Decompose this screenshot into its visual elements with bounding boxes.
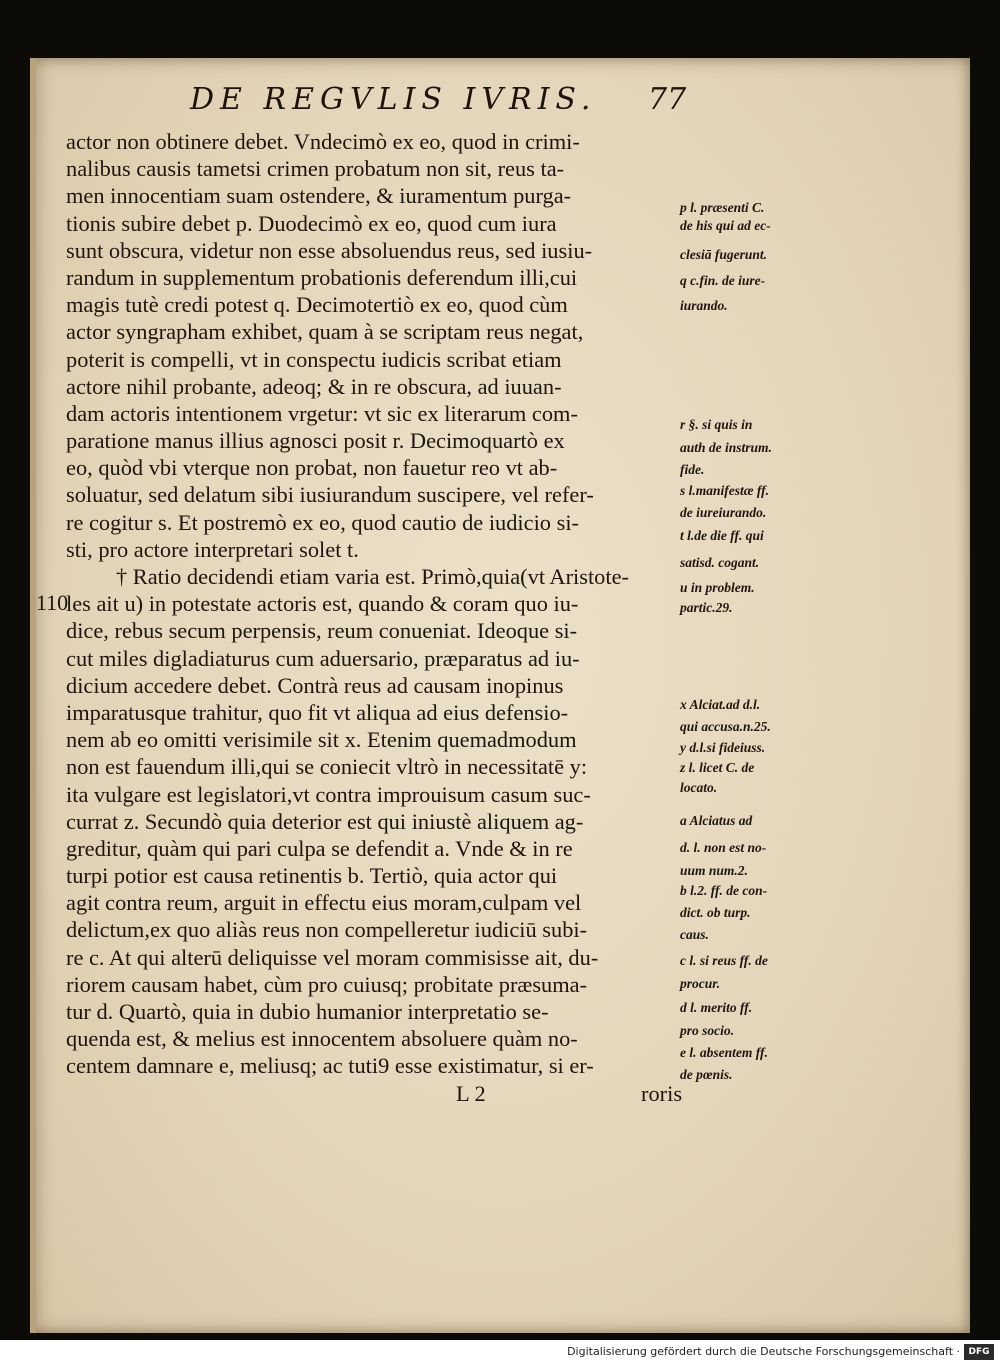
marginal-note: y d.l.si fideiuss. <box>680 740 766 755</box>
text-line: riorem causam habet, cùm pro cuiusq; probitate præsuma- <box>66 971 588 997</box>
text-line: dicium accedere debet. Contrà reus ad causam inopinus <box>66 672 564 698</box>
marginal-note: s l.manifestæ ff. <box>680 483 770 498</box>
text-line: † Ratio decidendi etiam varia est. Primò,quia(vt Aristote- <box>116 564 629 589</box>
marginal-note: caus. <box>680 927 709 942</box>
marginal-note: p l. præsenti C. <box>680 200 765 215</box>
text-line: sti, pro actore interpretari solet t. <box>66 536 359 562</box>
text-line: ita vulgare est legislatori,vt contra improuisum casum suc- <box>66 781 591 807</box>
marginal-note: d l. merito ff. <box>680 1000 753 1015</box>
footer-text: Digitalisierung gefördert durch die Deutsche Forschungsgemeinschaft · <box>567 1345 960 1358</box>
text-line: dam actoris intentionem vrgetur: vt sic ex literarum com- <box>66 400 578 426</box>
marginal-note: a Alciatus ad <box>680 813 753 828</box>
marginal-note: u in problem. <box>680 580 755 595</box>
marginal-note: de pœnis. <box>680 1067 733 1082</box>
text-line: nem ab eo omitti verisimile sit x. Etenim quemadmodum <box>66 727 577 753</box>
text-line: agit contra reum, arguit in effectu eius moram,culpam vel <box>66 890 582 916</box>
dfg-logo-icon: DFG <box>964 1344 994 1360</box>
marginal-note: uum num.2. <box>680 863 748 878</box>
marginal-note: q c.fin. de iure- <box>680 273 766 288</box>
text-line: actor syngrapham exhibet, quam à se scriptam reus negat, <box>66 319 584 345</box>
marginal-note: fide. <box>680 462 705 477</box>
text-line: actore nihil probante, adeoq; & in re obscura, ad iuuan- <box>66 373 562 399</box>
main-text <box>66 128 686 1107</box>
text-line: delictum,ex quo aliàs reus non compelleretur iudiciū subi- <box>66 917 588 943</box>
marginal-note: auth de instrum. <box>680 440 772 455</box>
text-line: sunt obscura, videtur non esse absoluendus reus, sed iusiu- <box>66 237 593 263</box>
text-line: cut miles digladiaturus cum aduersario, præparatus ad iu- <box>66 645 580 671</box>
footer-bar <box>0 1340 1000 1365</box>
text-line: centem damnare e, meliusq; ac tuti9 esse existimatur, si er- <box>66 1053 594 1079</box>
marginal-note: de iureiurando. <box>680 505 767 520</box>
marginal-note: pro socio. <box>680 1023 734 1038</box>
marginal-note: b l.2. ff. de con- <box>680 883 768 898</box>
marginal-note: c l. si reus ff. de <box>680 953 768 968</box>
text-line: nalibus causis tametsi crimen probatum non sit, reus ta- <box>66 156 565 182</box>
page-edge <box>30 58 36 1333</box>
marginal-note: satisd. cogant. <box>680 555 760 570</box>
line-marker: 110 <box>36 590 69 615</box>
text-line: non est fauendum illi,qui se coniecit vltrò in necessitatē y: <box>66 754 588 780</box>
text-line: tur d. Quartò, quia in dubio humanior interpretatio se- <box>66 999 549 1024</box>
text-line: imparatusque trahitur, quo fit vt aliqua ad eius defensio- <box>66 699 569 725</box>
text-line: greditur, quàm qui pari culpa se defendit a. Vnde & in re <box>66 835 573 861</box>
text-line: dice, rebus secum perpensis, reum conueniat. Ideoque si- <box>66 618 578 644</box>
text-line: re cogitur s. Et postremò ex eo, quod cautio de iudicio si- <box>66 509 579 535</box>
marginal-note: d. l. non est no- <box>680 840 767 855</box>
page-number: 77 <box>648 82 687 117</box>
marginal-note: r §. si quis in <box>680 417 753 432</box>
marginal-note: de his qui ad ec- <box>680 218 771 233</box>
text-line: randum in supplementum probationis deferendum illi,cui <box>66 264 578 290</box>
text-line: men innocentiam suam ostendere, & iuramentum purga- <box>66 183 572 209</box>
text-line: turpi potior est causa retinentis b. Tertiò, quia actor qui <box>66 863 558 889</box>
marginal-note: clesiā fugerunt. <box>680 247 768 262</box>
marginal-note: iurando. <box>680 298 728 313</box>
catchword-line <box>66 1080 686 1107</box>
text-line: les ait u) in potestate actoris est, quando & coram quo iu- <box>66 591 579 617</box>
marginal-note: t l.de die ff. qui <box>680 528 764 543</box>
signature-mark: L 2 <box>456 1080 486 1106</box>
text-line: paratione manus illius agnosci posit r. Decimoquartò ex <box>66 428 565 454</box>
text-line: soluatur, sed delatum sibi iusiurandum suscipere, vel refer- <box>66 482 594 508</box>
running-header: DE REGVLIS IVRIS. <box>190 82 597 117</box>
text-line: currat z. Secundò quia deterior est qui iniustè aliquem ag- <box>66 808 584 834</box>
marginal-note: partic.29. <box>680 600 733 615</box>
marginal-note: e l. absentem ff. <box>680 1045 768 1060</box>
marginal-note: x Alciat.ad d.l. <box>680 697 761 712</box>
text-line: quenda est, & melius est innocentem absoluere quàm no- <box>66 1026 578 1052</box>
text-line: eo, quòd vbi vterque non probat, non fauetur reo vt ab- <box>66 455 558 481</box>
text-line: poterit is compelli, vt in conspectu iudicis scribat etiam <box>66 346 562 372</box>
marginal-note: dict. ob turp. <box>680 905 751 920</box>
text-line: magis tutè credi potest q. Decimotertiò ex eo, quod cùm <box>66 292 568 318</box>
catchword: roris <box>641 1080 683 1106</box>
marginal-note: procur. <box>680 976 721 991</box>
text-line: re c. At qui alterū deliquisse vel moram commisisse ait, du- <box>66 944 599 970</box>
marginal-note: locato. <box>680 780 718 795</box>
marginal-note: qui accusa.n.25. <box>680 719 771 734</box>
text-line: tionis subire debet p. Duodecimò ex eo, quod cum iura <box>66 210 557 236</box>
marginal-note: z l. licet C. de <box>680 760 755 775</box>
text-line: actor non obtinere debet. Vndecimò ex eo, quod in crimi- <box>66 129 580 154</box>
